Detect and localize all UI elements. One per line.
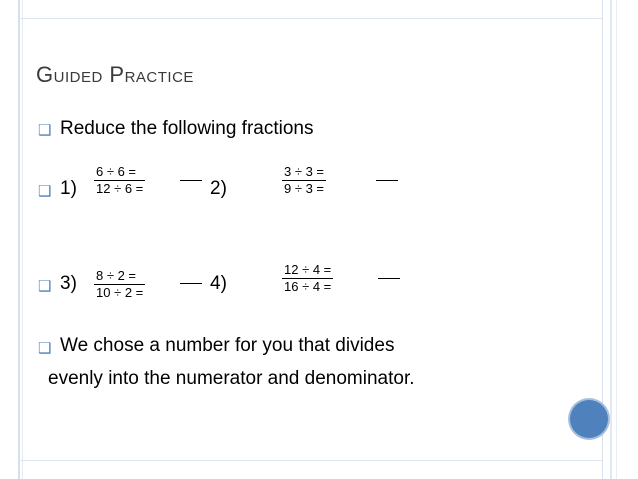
- left-rule-inner: [22, 0, 23, 479]
- bullet-icon: [38, 185, 52, 199]
- bullet-icon: [38, 124, 52, 138]
- problem-4-numerator: 12 ÷ 4 =: [284, 262, 332, 277]
- decorative-circle: [570, 400, 608, 438]
- problem-3-answer-blank[interactable]: [180, 283, 202, 284]
- problem-3-denominator: 10 ÷ 2 =: [96, 285, 144, 300]
- problem-2-numerator: 3 ÷ 3 =: [284, 164, 325, 179]
- problem-4-denominator: 16 ÷ 4 =: [284, 279, 332, 294]
- problem-1-label: 1): [60, 178, 77, 199]
- problem-1-denominator: 12 ÷ 6 =: [96, 181, 144, 196]
- problem-4-fraction: [282, 262, 333, 295]
- problem-2-denominator: 9 ÷ 3 =: [284, 181, 325, 196]
- problem-2-fraction: [282, 164, 326, 197]
- bottom-rule: [18, 460, 602, 461]
- top-rule: [18, 18, 602, 19]
- note-line-1: We chose a number for you that divides: [60, 335, 395, 356]
- problem-1-answer-blank[interactable]: [180, 180, 202, 181]
- problem-1-numerator: 6 ÷ 6 =: [94, 164, 145, 181]
- intro-text: Reduce the following fractions: [60, 118, 314, 139]
- problem-3-fraction: [94, 268, 145, 301]
- bullet-icon: [38, 280, 52, 294]
- problem-4-label: 4): [210, 273, 227, 294]
- problem-3-label: 3): [60, 273, 77, 294]
- right-frame: [602, 0, 638, 479]
- problem-2-answer-blank[interactable]: [376, 180, 398, 181]
- right-frame-rule: [610, 0, 612, 479]
- note-line-2: evenly into the numerator and denominator.: [48, 368, 415, 389]
- problem-1-fraction: [94, 164, 145, 197]
- slide-title: Guided Practice: [36, 62, 194, 87]
- problem-2-label: 2): [210, 178, 227, 199]
- problem-4-answer-blank[interactable]: [378, 278, 400, 279]
- right-frame-rule-2: [616, 0, 617, 479]
- left-rule: [18, 0, 20, 479]
- problem-3-numerator: 8 ÷ 2 =: [94, 268, 145, 285]
- bullet-icon: [38, 342, 52, 356]
